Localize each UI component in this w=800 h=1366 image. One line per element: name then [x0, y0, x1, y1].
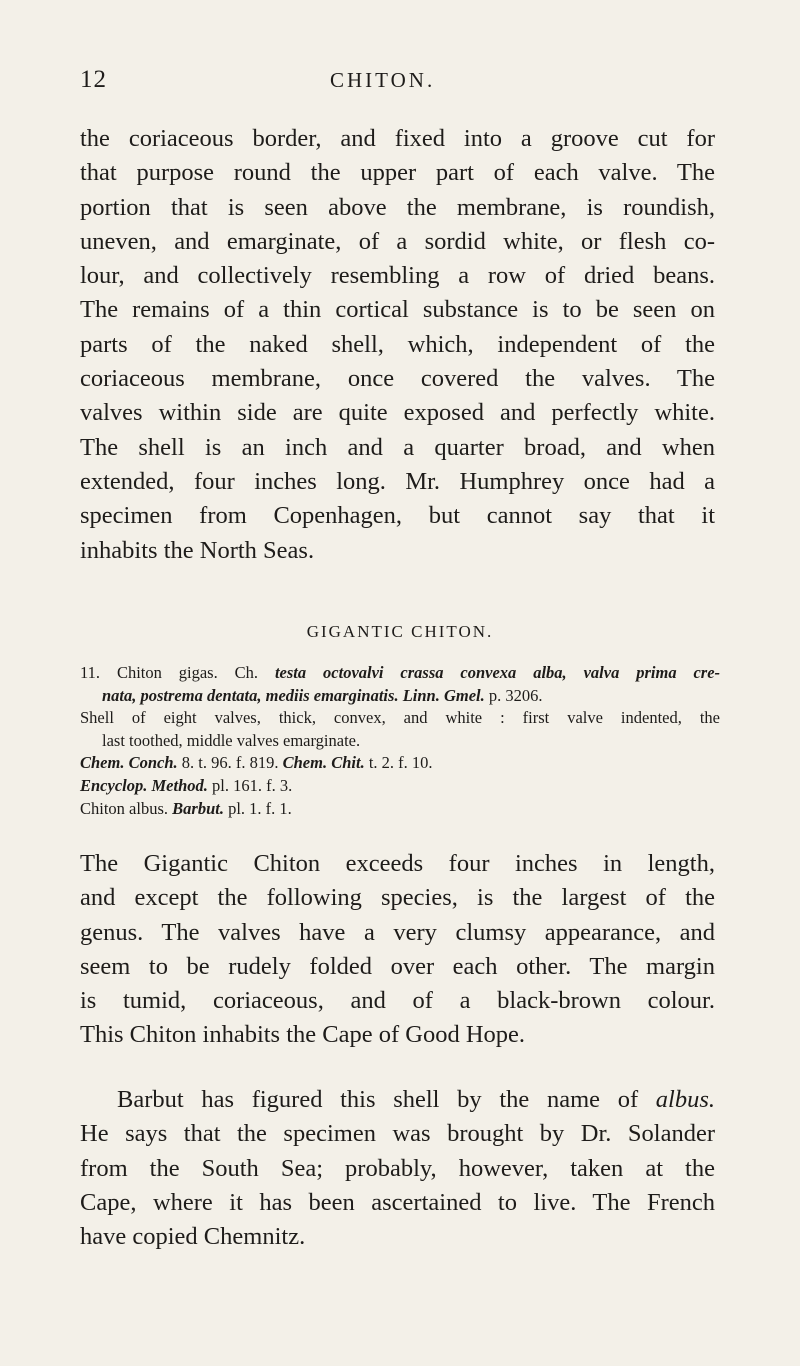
text-line: [80, 1083, 715, 1117]
italic-word: albus.: [655, 1086, 716, 1113]
latin-diagnosis: nata, postrema dentata, mediis emarginatis.: [102, 685, 399, 705]
paragraph-1: [80, 122, 715, 568]
text-line: coriaceous membrane, once covered the valves. The: [80, 365, 715, 393]
text-line: uneven, and emarginate, of a sordid white, or flesh co-: [80, 227, 715, 255]
synonymy-line: [80, 752, 720, 775]
text-line: specimen from Copenhagen, but cannot say that it: [80, 502, 715, 530]
text-line: Cape, where it has been ascertained to live. The French: [80, 1188, 715, 1216]
species-name: Chiton gigas.: [116, 663, 218, 682]
text-run: Barbut has figured this shell by the name of: [117, 1086, 639, 1113]
synonymy-line: [80, 685, 720, 708]
reference-location: pl. 1. f. 1.: [228, 798, 292, 818]
paragraph-2: [80, 847, 715, 1053]
text-line: The remains of a thin cortical substance is to be seen on: [80, 296, 715, 324]
text-line: lour, and collectively resembling a row of dried beans.: [80, 262, 715, 290]
synonymy-block: [80, 662, 720, 820]
reference-author: Linn. Gmel.: [402, 685, 485, 705]
running-head: [80, 66, 715, 96]
text-line: seem to be rudely folded over each other. The margin: [80, 952, 715, 980]
synonymy-line: Shell of eight valves, thick, convex, and white : first valve indented, the: [80, 708, 720, 728]
text-line: parts of the naked shell, which, independent of the: [80, 330, 715, 358]
reference-location: pl. 161. f. 3.: [212, 775, 293, 795]
reference-page: p. 3206.: [488, 685, 543, 705]
text-line: the coriaceous border, and fixed into a groove cut for: [80, 125, 715, 152]
paragraph-3: [80, 1083, 715, 1254]
reference-work: Encyclop. Method.: [80, 775, 208, 795]
text-line: valves within side are quite exposed and perfectly white.: [80, 399, 715, 427]
text-line: that purpose round the upper part of each valve. The: [80, 159, 715, 187]
running-title: CHITON.: [330, 68, 436, 92]
reference-location: 8. t. 96. f. 819.: [181, 753, 279, 773]
latin-diagnosis: testa octovalvi crassa convexa alba, valva prima cre-: [274, 663, 721, 682]
species-number: 11.: [80, 663, 101, 682]
synonymy-line: [80, 662, 720, 685]
reference-location: t. 2. f. 10.: [368, 753, 433, 773]
section-heading: GIGANTIC CHITON.: [306, 622, 494, 641]
text-line: extended, four inches long. Mr. Humphrey once had a: [80, 467, 715, 495]
synonymy-line: last toothed, middle valves emarginate.: [102, 730, 361, 750]
reference-work: Chem. Chit.: [282, 753, 365, 773]
synonym-name: Chiton albus.: [80, 798, 169, 818]
text-line: He says that the specimen was brought by Dr. Solander: [80, 1120, 715, 1148]
reference-work: Chem. Conch.: [80, 753, 178, 773]
genus-abbr: Ch.: [234, 663, 259, 682]
text-line: genus. The valves have a very clumsy appearance, and: [80, 918, 715, 946]
synonymy-line: [80, 798, 720, 821]
text-line: from the South Sea; probably, however, taken at the: [80, 1154, 715, 1182]
page-number: 12: [80, 66, 107, 93]
text-line: The Gigantic Chiton exceeds four inches in length,: [80, 850, 715, 877]
text-line: is tumid, coriaceous, and of a black-brown colour.: [80, 987, 715, 1015]
text-line: have copied Chemnitz.: [80, 1223, 306, 1251]
text-line: inhabits the North Seas.: [80, 536, 315, 564]
text-line: This Chiton inhabits the Cape of Good Hope.: [80, 1021, 526, 1049]
synonymy-line: [80, 775, 720, 798]
text-line: The shell is an inch and a quarter broad, and when: [80, 433, 715, 461]
text-line: portion that is seen above the membrane, is roundish,: [80, 193, 715, 221]
text-line: and except the following species, is the largest of the: [80, 884, 715, 912]
reference-author: Barbut.: [172, 798, 224, 818]
